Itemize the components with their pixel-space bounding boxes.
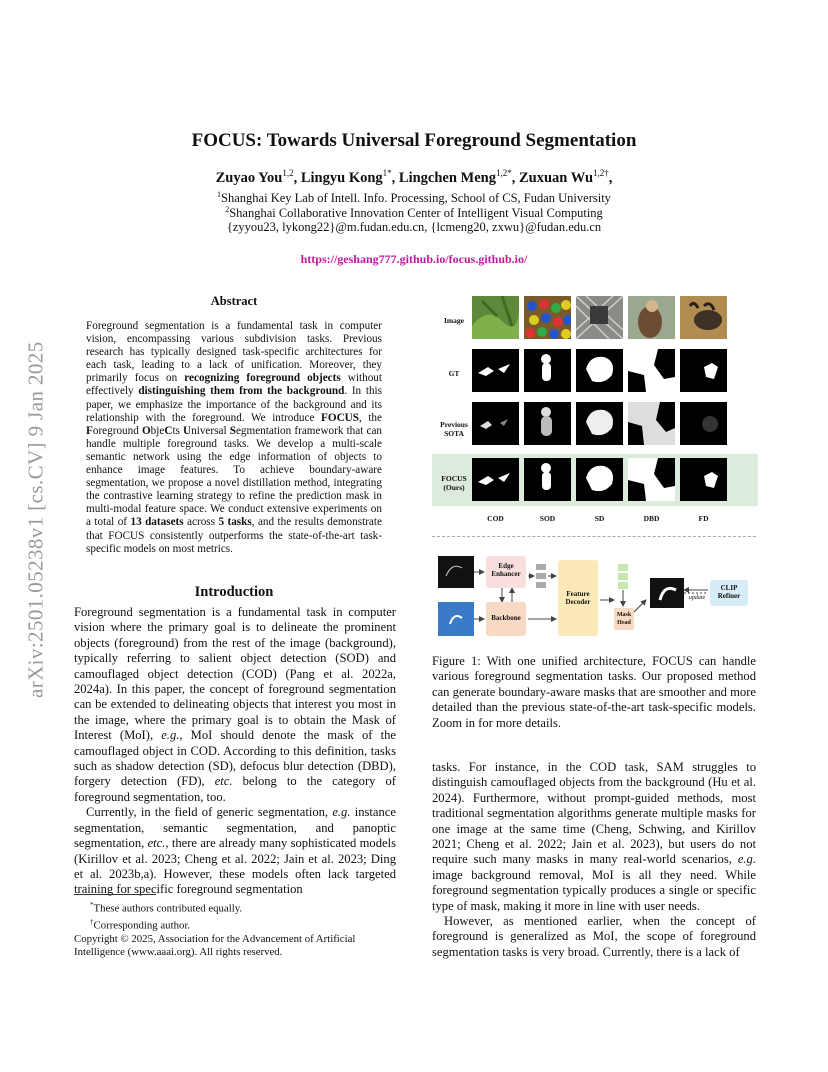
footnote-rule	[74, 894, 156, 895]
paper-title: FOCUS: Towards Universal Foreground Segmentation	[191, 130, 637, 151]
image-sd	[576, 296, 623, 339]
mask-sota-sd	[576, 402, 623, 445]
copyright-notice: Copyright © 2025, Association for the Advancement of Artificial Intelligence (www.aaai.org). All rights reserved.	[74, 932, 356, 959]
footnotes	[74, 899, 396, 959]
affil-text: Shanghai Collaborative Innovation Center of Intelligent Visual Computing	[229, 206, 603, 221]
figure-divider	[432, 536, 756, 537]
author-affil-sup: 1,2*	[495, 168, 512, 178]
col-label-fd: FD	[698, 514, 709, 523]
author-name: Zuyao You	[215, 169, 283, 186]
right-column-body	[432, 760, 756, 960]
mask-sota-cod	[472, 402, 519, 445]
author-list	[74, 168, 754, 187]
figure-comparison-grid	[432, 292, 758, 528]
image-dbd	[628, 296, 675, 339]
author-name: Lingyu Kong	[300, 169, 383, 186]
paragraph: Foreground segmentation is a fundamental task in computer vision where the primary goal is to delineate the prominent objects (foreground) from the rest of the image (background), typically referring to salient object detection (SOD) and camouflaged object detection (COD) (Pang et al. 2022a, 2024a). In this paper, the concept of foreground segmentation can be extended to delineating objects that interest you most in the image, where the primary goal is to obtain the Mask of Interest (MoI), e.g., MoI should denote the mask of the camouflaged object in COD. According to this definition, tasks such as shadow detection (SD), defocus blur detection (DBD), forgery detection (FD), etc. belong to the category of foreground segmentation, too.	[74, 605, 396, 804]
mask-sota-fd	[680, 402, 727, 445]
author-emails: {zyyou23, lykong22}@m.fudan.edu.cn, {lcmeng20, zxwu}@fudan.edu.cn	[226, 220, 602, 234]
mask-gt-sod	[524, 349, 571, 392]
image-fd	[680, 296, 727, 339]
author-name: Zuxuan Wu	[518, 169, 594, 186]
mask-head-label: Mask Head	[616, 612, 632, 626]
row-label-gt: GT	[448, 369, 460, 378]
affil-sup: 1	[217, 190, 222, 199]
paragraph: tasks. For instance, in the COD task, SAM struggles to distinguish camouflaged objects from the background (Hu et al. 2024). Furthermore, without prompt-guided methods, most traditional segmentation algorithms generate multiple masks for one image at the same time (Cheng, Schwing, and Kirillov 2021; Cheng et al. 2022; Jain et al. 2023), but users do not require such many masks in many real-world scenarios, e.g. image background removal, MoI is all they need. While foreground segmentation typically produces a single or specific type of mask, making it more in line with user needs.	[432, 760, 756, 913]
col-label-sod: SOD	[539, 514, 556, 523]
backbone-label: Backbone	[491, 614, 521, 622]
mask-gt-fd	[680, 349, 727, 392]
abstract-heading: Abstract	[210, 294, 258, 308]
mask-focus-sod	[524, 458, 571, 501]
feature-decoder-label: Feature Decoder	[565, 590, 591, 606]
mask-focus-fd	[680, 458, 727, 501]
mask-gt-dbd	[628, 349, 675, 392]
author-affil-sup: 1,2†	[593, 168, 609, 178]
mask-gt-sd	[576, 349, 623, 392]
mask-sota-dbd	[628, 402, 675, 445]
feature-decoder-block	[558, 560, 598, 636]
architecture-diagram	[432, 546, 758, 646]
edge-enhancer-label: Edge Enhancer	[491, 562, 521, 578]
mask-focus-cod	[472, 458, 519, 501]
col-label-cod: COD	[487, 514, 504, 523]
author-separator: ,	[511, 169, 519, 186]
clip-refiner-block	[710, 580, 748, 606]
introduction-heading: Introduction	[194, 584, 274, 600]
abstract-text: Foreground segmentation is a fundamental task in computer vision, encompassing various subdivision tasks. Previous research has typically designed task-specific architectures for each task, leading to a lack of unification. Moreover, they primarily focus on recognizing foreground objects without effectively distinguishing them from the background. In this paper, we emphasize the importance of the background and its relationship with the foreground. We introduce FOCUS, the Foreground ObjeCts Universal Segmentation framework that can handle multiple foreground tasks. We develop a multi-scale semantic network using the edge information of objects to enhance image features. To achieve boundary-aware segmentation, we propose a novel distillation method, integrating the contrastive learning strategy to refine the prediction mask in multi-modal feature space. We conduct extensive experiments on a total of 13 datasets across 5 tasks, and the results demonstrate that FOCUS consistently outperforms the state-of-the-art task-specific models on most metrics.	[86, 320, 383, 555]
arxiv-stamp: arXiv:2501.05238v1 [cs.CV] 9 Jan 2025	[23, 341, 48, 699]
col-label-dbd: DBD	[643, 514, 660, 523]
affil-text: Shanghai Key Lab of Intell. Info. Processing, School of CS, Fudan University	[221, 191, 611, 206]
author-name: Lingchen Meng	[398, 169, 496, 186]
paragraph: However, as mentioned earlier, when the concept of foreground is generalized as MoI, the scope of foreground segmentation tasks is very broad. Currently, there is a lack of	[432, 914, 756, 959]
affiliation-1	[74, 190, 754, 206]
author-separator: ,	[391, 169, 399, 186]
image-sod	[524, 296, 571, 339]
paragraph: Currently, in the field of generic segmentation, e.g. instance segmentation, semantic segmentation, and panoptic segmentation, etc., there are already many sophisticated models (Kirillov et al. 2023; Cheng et al. 2022; Jain et al. 2023; Ding et al. 2023b,a). However, these models often lack targeted training for specific foreground segmentation	[74, 805, 397, 897]
author-separator: ,	[293, 169, 301, 186]
author-affil-sup: 1,2	[282, 168, 294, 178]
mask-gt-cod	[472, 349, 519, 392]
mask-sota-sod	[524, 402, 571, 445]
col-label-sd: SD	[594, 514, 605, 523]
footnote-equal: *These authors contributed equally.	[90, 901, 243, 915]
author-separator: ,	[608, 169, 613, 186]
backbone-block	[486, 602, 526, 636]
update-label: update	[688, 595, 706, 601]
image-cod	[472, 296, 519, 339]
row-label-focus: FOCUS (Ours)	[441, 474, 467, 492]
mask-head-block	[614, 608, 634, 630]
figure-caption: Figure 1: With one unified architecture, FOCUS can handle various foreground segmentation tasks. Our proposed method can generate boundary-aware masks that are smoother and more detailed than the previous state-of-the-art task-specific models. Zoom in for more details.	[432, 654, 756, 730]
affil-sup: 2	[225, 205, 230, 214]
row-label-previous-sota: Previous SOTA	[440, 420, 468, 438]
project-link[interactable]: https://geshang777.github.io/focus.github.io/	[300, 252, 528, 266]
affiliation-2	[74, 205, 754, 221]
mask-focus-dbd	[628, 458, 675, 501]
author-affil-sup: 1*	[382, 168, 392, 178]
row-label-image: Image	[444, 316, 464, 325]
footnote-corresponding: †Corresponding author.	[90, 917, 191, 932]
introduction-body	[74, 605, 396, 898]
mask-focus-sd	[576, 458, 623, 501]
edge-enhancer-block	[486, 556, 526, 588]
clip-refiner-label: CLIP Refiner	[717, 584, 741, 600]
